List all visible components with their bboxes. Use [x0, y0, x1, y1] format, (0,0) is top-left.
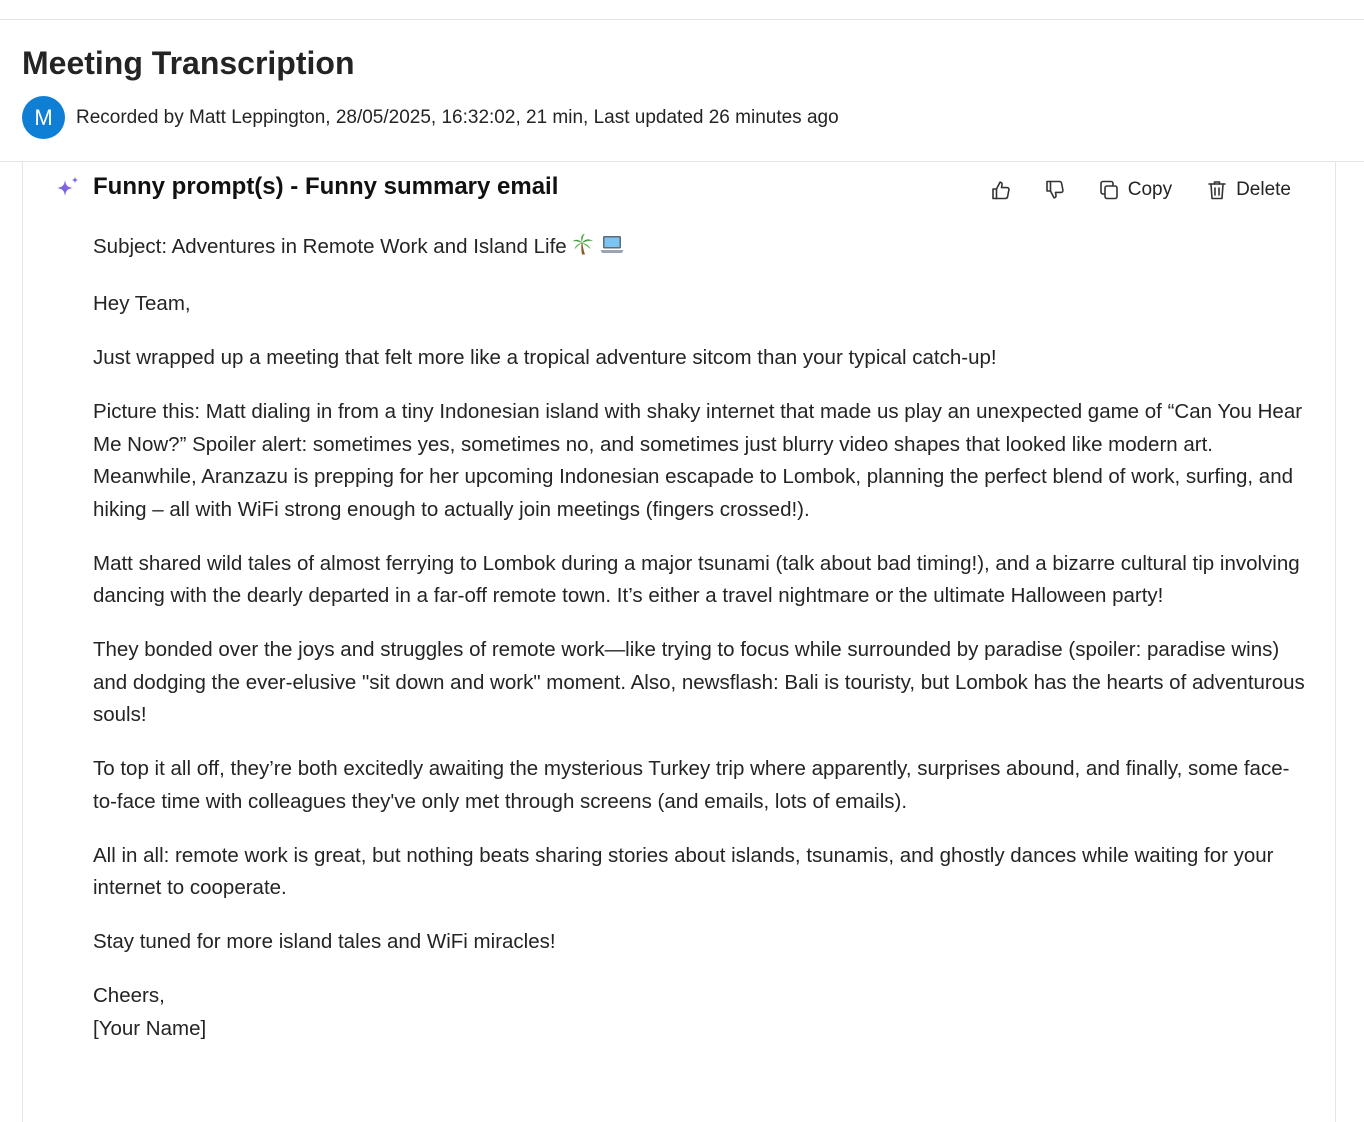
- trash-icon: [1206, 179, 1228, 201]
- like-button[interactable]: [990, 179, 1012, 201]
- page-header: [0, 20, 1364, 162]
- email-paragraph: Stay tuned for more island tales and WiFi miracles!: [93, 930, 556, 953]
- email-body: [93, 231, 1313, 1045]
- dislike-button[interactable]: [1044, 179, 1066, 201]
- email-paragraph: All in all: remote work is great, but nothing beats sharing stories about islands, tsunamis, and ghostly dances while waiting for your internet to cooperate.: [93, 843, 1274, 899]
- delete-button[interactable]: [1206, 179, 1291, 201]
- email-subject-text: Subject: Adventures in Remote Work and Island Life: [93, 235, 567, 258]
- summary-card: [22, 162, 1336, 1122]
- laptop-icon: [599, 232, 625, 267]
- avatar[interactable]: M: [22, 96, 65, 139]
- email-paragraph: Just wrapped up a meeting that felt more like a tropical adventure sitcom than your typical catch-up!: [93, 346, 997, 369]
- email-greeting: Hey Team,: [93, 292, 191, 315]
- card-actions: [990, 175, 1291, 205]
- palm-tree-icon: [571, 232, 595, 267]
- email-signoff: Cheers,: [93, 984, 165, 1007]
- recording-info: Recorded by Matt Leppington, 28/05/2025, 16:32:02, 21 min, Last updated 26 minutes ago: [76, 106, 839, 128]
- thumbs-down-icon: [1044, 179, 1066, 201]
- recording-meta: [22, 96, 839, 139]
- email-paragraph: They bonded over the joys and struggles of remote work—like trying to focus while surrounded by paradise (spoiler: paradise wins) and dodging the ever-elusive "sit down and work" moment. Also, newsflash: Bali is touristy, but Lombok has the hearts of adventurous souls!: [93, 638, 1305, 726]
- copy-button[interactable]: [1098, 179, 1172, 201]
- email-signature: [Your Name]: [93, 1016, 207, 1040]
- page-title: Meeting Transcription: [22, 45, 355, 81]
- copy-label: Copy: [1127, 179, 1173, 200]
- email-paragraph: Picture this: Matt dialing in from a tiny Indonesian island with shaky internet that made us play an unexpected game of “Can You Hear Me Now?” Spoiler alert: sometimes yes, sometimes no, and sometimes just blurry video shapes that looked like modern art. Meanwhile, Aranzazu is prepping for her upcoming Indonesian escapade to Lombok, planning the perfect blend of work, surfing, and hiking – all with WiFi strong enough to actually join meetings (fingers crossed!).: [93, 400, 1303, 521]
- delete-label: Delete: [1236, 179, 1291, 200]
- email-paragraph: To top it all off, they’re both excitedly awaiting the mysterious Turkey trip where apparently, surprises abound, and finally, some face-to-face time with colleagues they've only met through screens (and emails, lots of emails).: [93, 757, 1290, 813]
- thumbs-up-icon: [990, 179, 1012, 201]
- card-title: Funny prompt(s) - Funny summary email: [93, 173, 559, 200]
- email-paragraph: Matt shared wild tales of almost ferrying to Lombok during a major tsunami (talk about bad timing!), and a bizarre cultural tip involving dancing with the dearly departed in a far-off remote town. It’s either a travel nightmare or the ultimate Halloween party!: [93, 551, 1300, 607]
- sparkle-icon: [55, 175, 81, 201]
- copy-icon: [1098, 179, 1120, 201]
- email-subject: [93, 231, 1313, 267]
